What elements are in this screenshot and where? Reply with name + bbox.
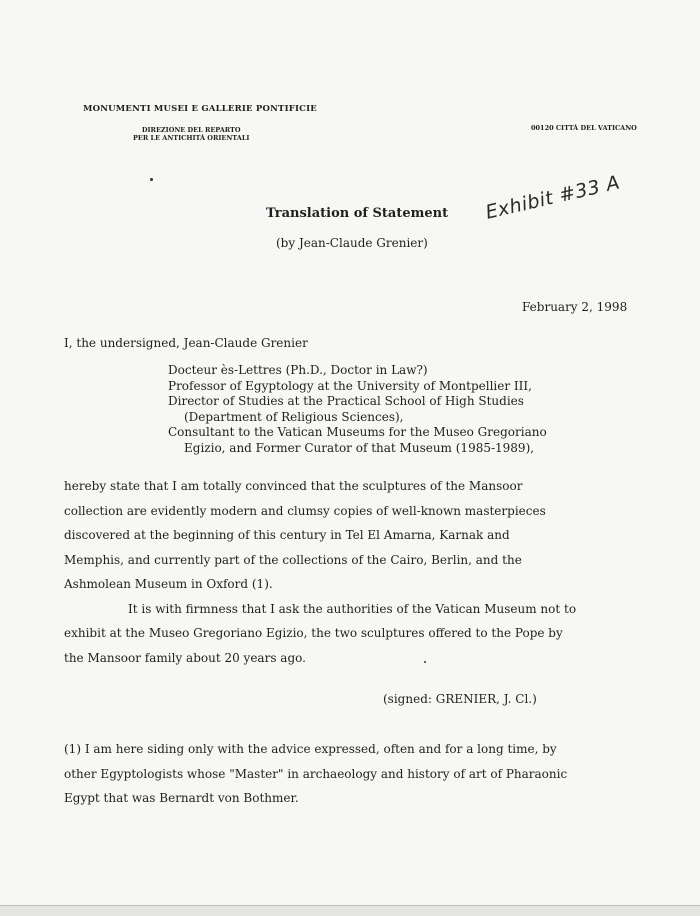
footnote-line: Egypt that was Bernardt von Bothmer. [64,791,299,805]
credential-line: Director of Studies at the Practical School of High Studies [168,394,524,408]
letterhead-city: 00120 CITTÀ DEL VATICANO [531,124,637,132]
letterhead-organization: MONUMENTI MUSEI E GALLERIE PONTIFICIE [83,104,317,114]
document-byline: (by Jean-Claude Grenier) [276,236,428,250]
signature-line: (signed: GRENIER, J. Cl.) [383,692,537,706]
paragraph-1-line: hereby state that I am totally convinced that the sculptures of the Mansoor [64,479,523,493]
credential-line: Egizio, and Former Curator of that Museum (1985-1989), [184,440,535,455]
credential-line: (Department of Religious Sciences), [184,409,404,424]
paragraph-1-line: Ashmolean Museum in Oxford (1). [64,577,273,591]
letterhead-department-line2: PER LE ANTICHITÀ ORIENTALI [133,134,250,142]
paragraph-1-line: Memphis, and currently part of the collections of the Cairo, Berlin, and the [64,552,522,567]
credential-line: Professor of Egyptology at the University of Montpellier III, [168,378,532,393]
paragraph-2-line: the Mansoor family about 20 years ago. [64,650,306,665]
document-date: February 2, 1998 [522,300,628,314]
footnote-line: (1) I am here siding only with the advice expressed, often and for a long time, by [64,742,557,756]
letterhead-department-line1: DIREZIONE DEL REPARTO [141,126,241,134]
letterhead-department [133,126,249,142]
footnote-line: other Egyptologists whose "Master" in archaeology and history of art of Pharaonic [64,766,568,781]
intro-line: I, the undersigned, Jean-Claude Grenier [64,336,308,350]
paragraph-2-line: exhibit at the Museo Gregoriano Egizio, the two sculptures offered to the Pope by [64,626,563,640]
credential-line: Docteur ès-Lettres (Ph.D., Doctor in Law?) [168,363,428,377]
footnote [64,737,567,811]
credentials-block [168,363,547,456]
page-bottom-edge [0,905,700,916]
document-title: Translation of Statement [266,206,449,221]
statement-body [64,474,644,670]
paragraph-1-line: discovered at the beginning of this century in Tel El Amarna, Karnak and [64,528,510,542]
handwritten-exhibit-mark: Exhibit #33 A [483,171,623,224]
credential-line: Consultant to the Vatican Museums for the Museo Gregoriano [168,425,547,439]
ink-speck [150,178,153,181]
paragraph-2-line: It is with firmness that I ask the authorities of the Vatican Museum not to [128,601,577,616]
paragraph-1-line: collection are evidently modern and clumsy copies of well-known masterpieces [64,503,546,518]
